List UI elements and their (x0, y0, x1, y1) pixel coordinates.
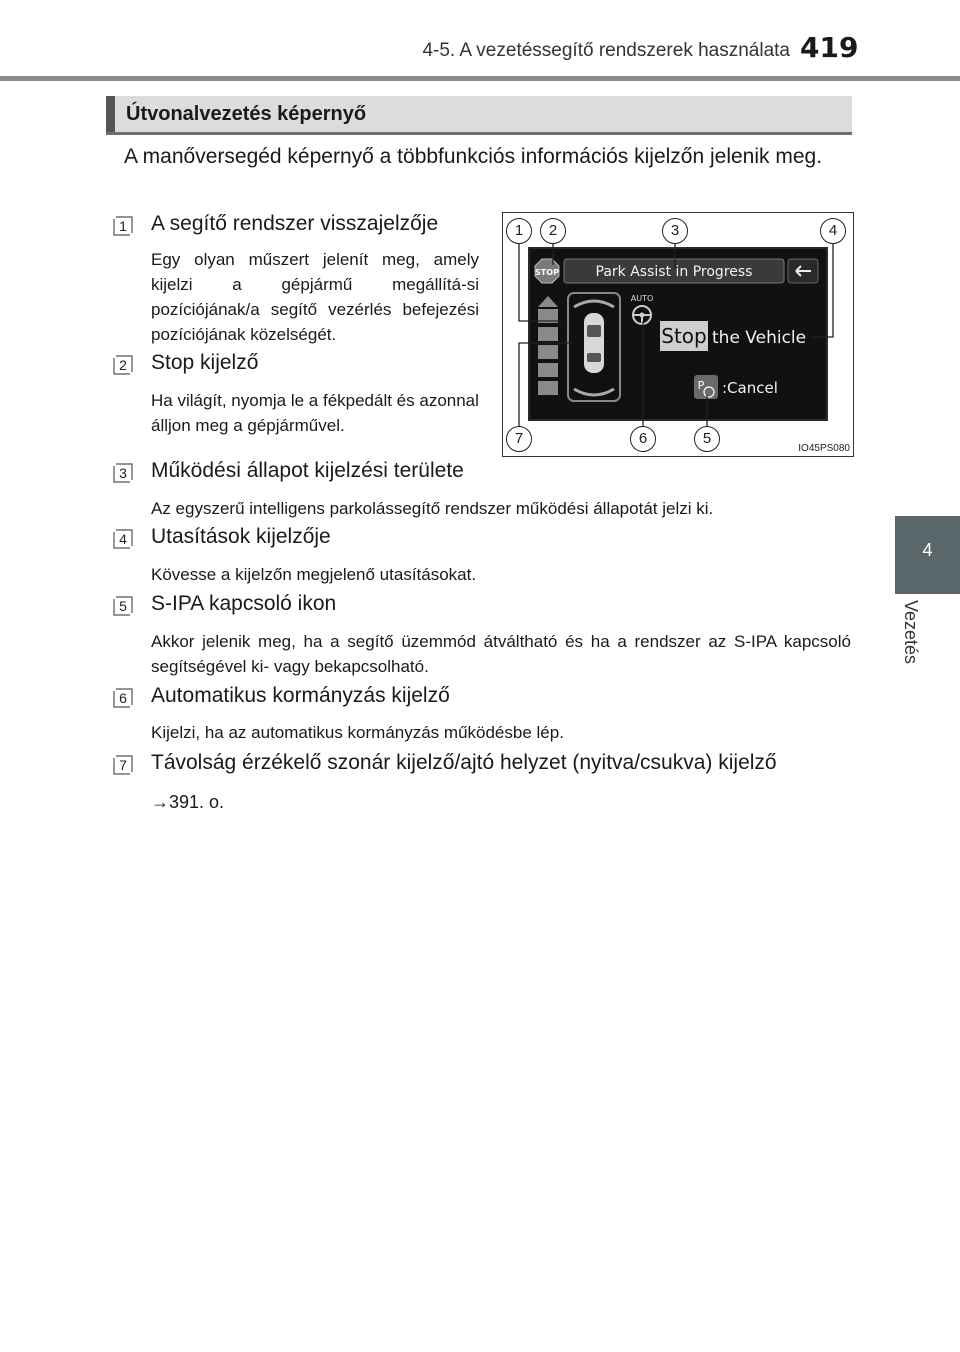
stop-sign-icon (535, 259, 559, 283)
status-text: Park Assist in Progress (595, 264, 753, 280)
callout-4: 4 (820, 218, 846, 244)
back-arrow-icon (788, 259, 818, 283)
section-header (106, 96, 852, 135)
callout-6: 6 (630, 426, 656, 452)
item-marker-6 (113, 686, 133, 708)
figure-panel (502, 212, 854, 457)
callout-7: 7 (506, 426, 532, 452)
item-marker-1 (113, 214, 133, 236)
item-marker-4 (113, 527, 133, 549)
cancel-text: :Cancel (722, 379, 778, 397)
intro-paragraph: A manőversegéd képernyő a többfunkciós információs kijelzőn jelenik meg. (124, 145, 823, 168)
callout-1: 1 (506, 218, 532, 244)
callout-2: 2 (540, 218, 566, 244)
item-desc-5: Akkor jelenik meg, ha a segítő üzemmód átváltható és ha a rendszer az S-IPA kapcsoló segítségével ki- vagy bekapcsolható. (151, 632, 851, 676)
instruction-highlight: Stop (661, 324, 707, 348)
item-marker-2 (113, 353, 133, 375)
car-icon (584, 313, 604, 373)
item-num-1: 1 (119, 218, 127, 234)
item-title-3: Működési állapot kijelzési területe (151, 459, 464, 482)
item-num-7: 7 (119, 757, 127, 773)
item-desc-6: Kijelzi, ha az automatikus kormányzás működésbe lép. (151, 723, 564, 742)
item-title-6: Automatikus kormányzás kijelző (151, 684, 450, 707)
item-desc-3: Az egyszerű intelligens parkolássegítő rendszer működési állapotát jelzi ki. (151, 499, 714, 518)
page-number: 419 (800, 31, 859, 64)
display-screen (528, 247, 828, 421)
item-marker-3 (113, 461, 133, 483)
header-rule (0, 76, 960, 81)
section-title: Útvonalvezetés képernyő (126, 103, 367, 125)
auto-label: AUTO (630, 294, 654, 303)
section-accent (106, 96, 115, 132)
item-title-1: A segítő rendszer visszajelzője (151, 212, 439, 235)
switch-letter: P (697, 379, 705, 392)
item-num-3: 3 (119, 465, 127, 481)
figure-code: IO45PS080 (798, 443, 850, 454)
chapter-number: 4 (922, 540, 933, 560)
item-desc-2: Ha világít, nyomja le a fékpedált és azonnal álljon meg a gépjárművel. (151, 391, 479, 435)
chapter-label-wrap (900, 600, 930, 710)
page-reference: →391. o. (151, 792, 225, 812)
s-ipa-switch-icon (694, 375, 718, 399)
item-marker-7 (113, 753, 133, 775)
callout-3: 3 (662, 218, 688, 244)
item-desc-1: Egy olyan műszert jelenít meg, amely kijelzi a gépjármű megállítá-si pozíciójának/a segítő vezérlés befejezési pozíciójának közelségét. (151, 250, 479, 344)
item-num-5: 5 (119, 598, 127, 614)
item-title-7: Távolság érzékelő szonár kijelző/ajtó helyzet (nyitva/csukva) kijelző (151, 751, 777, 774)
item-desc-4: Kövesse a kijelzőn megjelenő utasításokat. (151, 565, 477, 584)
chapter-label: Vezetés (901, 600, 921, 665)
item-title-2: Stop kijelző (151, 351, 259, 374)
item-marker-5 (113, 594, 133, 616)
item-title-5: S-IPA kapcsoló ikon (151, 592, 337, 615)
screen-graphics (530, 249, 826, 419)
header-title: 4-5. A vezetéssegítő rendszerek használata (422, 40, 790, 61)
item-num-4: 4 (119, 531, 127, 547)
item-num-6: 6 (119, 690, 127, 706)
item-title-4: Utasítások kijelzője (151, 525, 331, 548)
instruction-rest: the Vehicle (712, 328, 807, 348)
callout-5: 5 (694, 426, 720, 452)
stop-badge-text: STOP (535, 268, 559, 277)
item-num-2: 2 (119, 357, 127, 373)
